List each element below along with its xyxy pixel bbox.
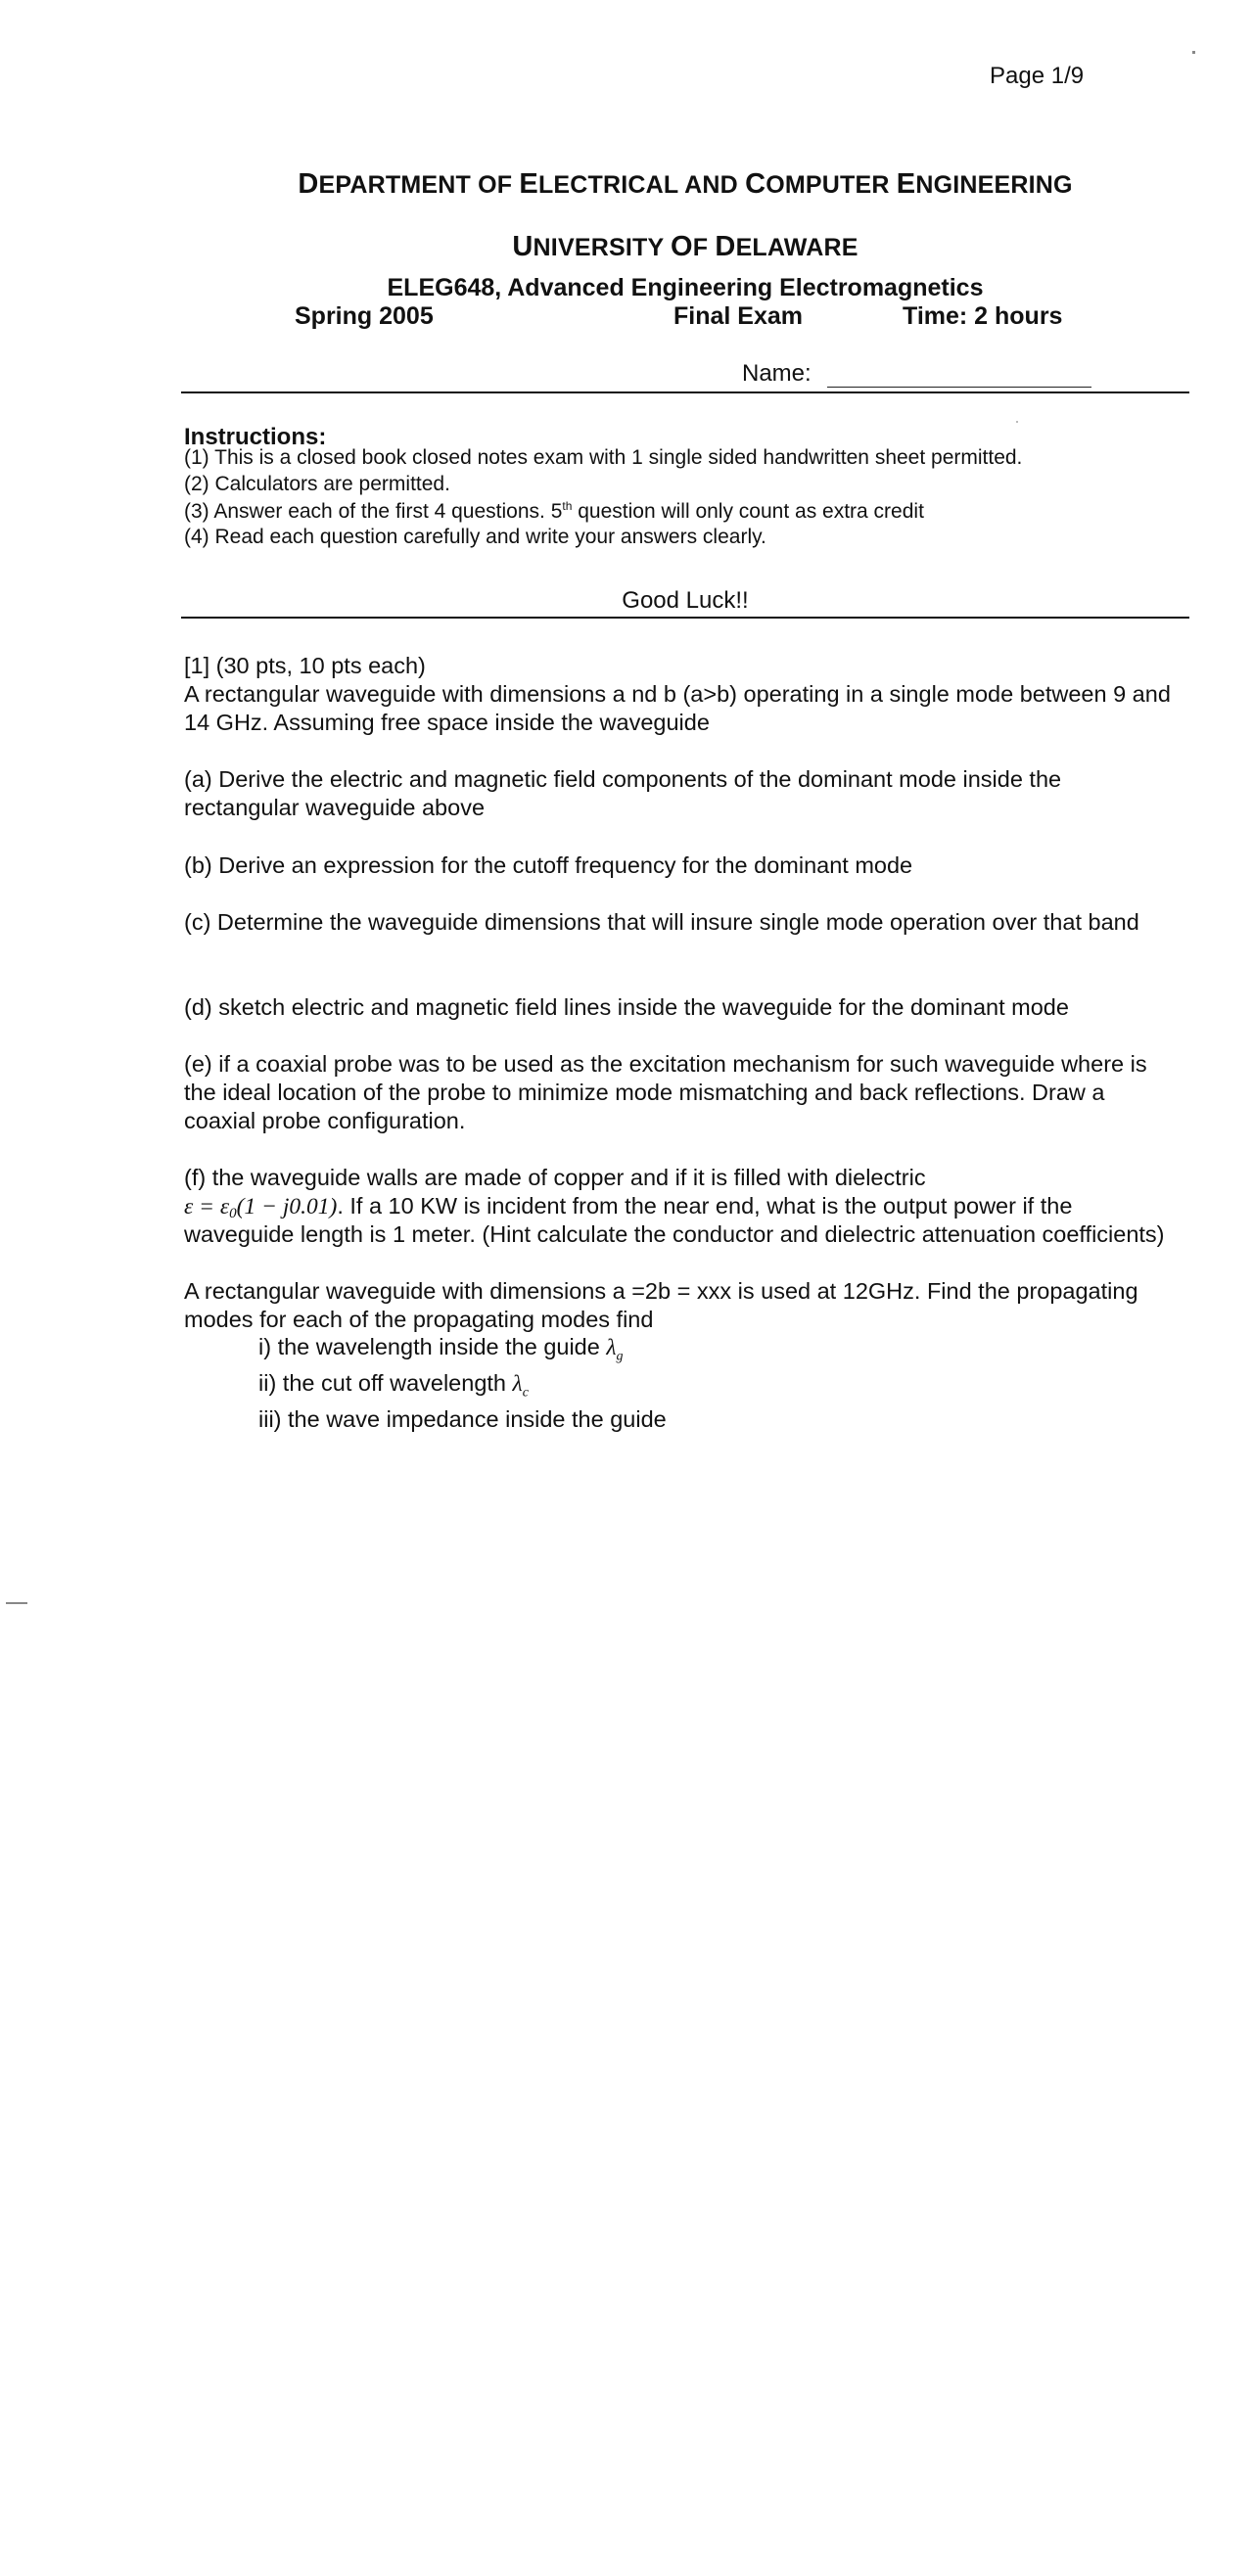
course-title: ELEG648, Advanced Engineering Electromagnetics xyxy=(387,274,984,301)
lambda-g-symbol xyxy=(606,1335,624,1364)
lambda-c-symbol xyxy=(512,1371,529,1401)
question-part-f-line3: waveguide length is 1 meter. (Hint calculate the conductor and dielectric attenuation coefficients) xyxy=(184,1221,1165,1247)
epsilon-equation-rest: (1 − j0.01) xyxy=(236,1194,338,1219)
dept-initial: E xyxy=(519,168,538,200)
exam-term: Spring 2005 xyxy=(295,302,434,330)
question-part-e: (e) if a coaxial probe was to be used as the excitation mechanism for such waveguide where is the ideal location of the probe to minimize mode mismatching and back reflections. Draw a coaxial probe configuration. xyxy=(184,1051,1147,1133)
question-part-a: (a) Derive the electric and magnetic field components of the dominant mode inside the rectangular waveguide above xyxy=(184,766,1062,820)
dept-word: NGINEERING xyxy=(915,171,1073,199)
dept-initial: E xyxy=(896,168,916,200)
question-part-b: (b) Derive an expression for the cutoff frequency for the dominant mode xyxy=(184,852,913,878)
question-text: . If a 10 KW is incident from the near end, what is the output power if the xyxy=(337,1193,1073,1219)
lambda-subscript: g xyxy=(616,1349,624,1364)
exam-type: Final Exam xyxy=(673,302,803,330)
divider-bottom xyxy=(181,617,1189,619)
instruction-text: question will only count as extra credit xyxy=(572,500,924,523)
exam-time: Time: 2 hours xyxy=(903,302,1063,330)
divider-top xyxy=(181,391,1189,393)
sub-question-text: i) the wavelength inside the guide xyxy=(258,1334,600,1359)
epsilon-subscript: 0 xyxy=(229,1206,237,1221)
university-heading xyxy=(181,231,1189,263)
dept-word: LECTRICAL AND xyxy=(537,171,746,199)
instruction-item xyxy=(184,499,924,524)
univ-word: ELAWARE xyxy=(735,234,859,261)
scan-speck xyxy=(1192,51,1195,54)
dept-initial: C xyxy=(745,168,766,200)
question-part-d: (d) sketch electric and magnetic field lines inside the waveguide for the dominant mode xyxy=(184,994,1069,1020)
instruction-item: (2) Calculators are permitted. xyxy=(184,473,450,495)
dept-word: EPARTMENT OF xyxy=(318,171,520,199)
univ-initial: D xyxy=(715,231,736,262)
scan-speck xyxy=(6,1602,27,1604)
univ-initial: U xyxy=(512,231,534,262)
question-header: [1] (30 pts, 10 pts each) xyxy=(184,653,426,678)
lambda-glyph: λ xyxy=(606,1335,617,1360)
instruction-text: (3) Answer each of the first 4 questions. 5 xyxy=(184,500,563,523)
good-luck-text: Good Luck!! xyxy=(622,587,749,614)
question-intro: A rectangular waveguide with dimensions a nd b (a>b) operating in a single mode between 9 and 14 GHz. Assuming free space inside the waveguide xyxy=(184,681,1171,735)
department-heading xyxy=(181,168,1189,201)
sub-question-ii xyxy=(258,1370,529,1402)
name-label: Name: xyxy=(742,360,812,387)
dept-word: OMPUTER xyxy=(766,171,897,199)
question-part-f-line1: (f) the waveguide walls are made of copper and if it is filled with dielectric xyxy=(184,1165,926,1190)
sub-question-i xyxy=(258,1334,624,1365)
sub-question-text: ii) the cut off wavelength xyxy=(258,1370,506,1396)
univ-word: F xyxy=(692,234,716,261)
question-part-c: (c) Determine the waveguide dimensions that will insure single mode operation over that band xyxy=(184,909,1139,935)
dept-initial: D xyxy=(298,168,319,200)
name-blank-line[interactable] xyxy=(827,387,1091,388)
sub-question-iii: iii) the wave impedance inside the guide xyxy=(258,1406,667,1432)
univ-initial: O xyxy=(671,231,693,262)
epsilon-equation: ε = ε xyxy=(184,1194,230,1219)
question-extra: A rectangular waveguide with dimensions a =2b = xxx is used at 12GHz. Find the propagating modes for each of the propagating modes find xyxy=(184,1278,1138,1332)
lambda-glyph: λ xyxy=(512,1371,523,1397)
instructions-title: Instructions: xyxy=(184,424,327,450)
ordinal-superscript: th xyxy=(562,499,573,513)
page-number: Page 1/9 xyxy=(990,63,1085,89)
univ-word: NIVERSITY xyxy=(533,234,672,261)
lambda-subscript: c xyxy=(522,1385,529,1401)
scan-speck xyxy=(1016,421,1018,423)
instruction-item: (1) This is a closed book closed notes exam with 1 single sided handwritten sheet permitted. xyxy=(184,446,1023,469)
instruction-item: (4) Read each question carefully and write your answers clearly. xyxy=(184,526,766,548)
